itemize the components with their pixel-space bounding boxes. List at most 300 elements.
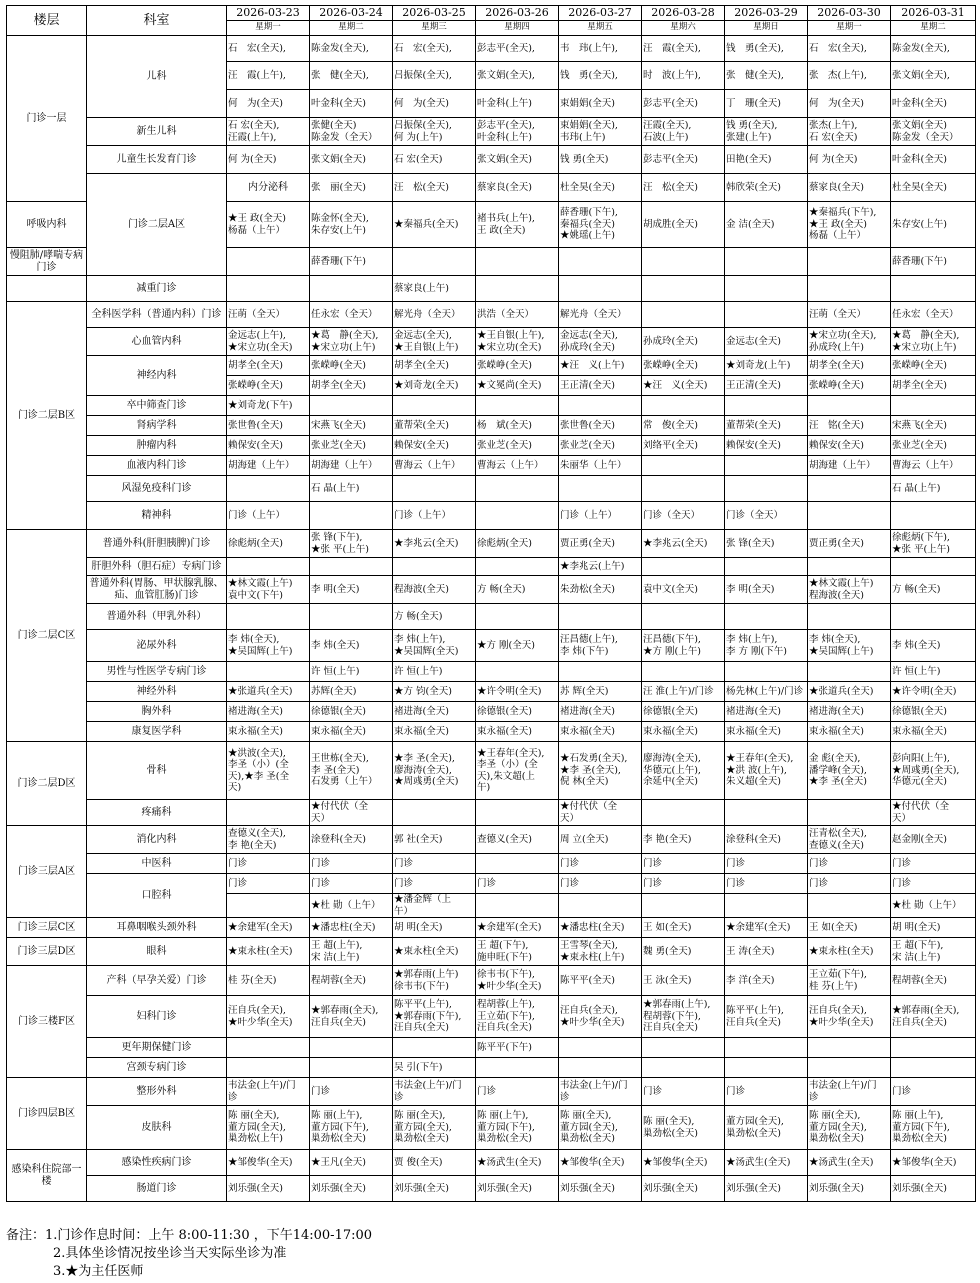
- schedule-cell: [808, 604, 891, 630]
- schedule-cell: 张嵘峥(全天): [642, 356, 725, 376]
- schedule-cell: 束永福(全天): [642, 722, 725, 742]
- schedule-cell: 石 宏(全天), 汪霞(上午),: [227, 118, 310, 146]
- weekday-header: 星期一: [227, 21, 310, 36]
- schedule-cell: ★余建军(全天): [476, 918, 559, 938]
- schedule-cell: 门诊: [808, 854, 891, 874]
- schedule-cell: 魏 勇(全天): [642, 938, 725, 966]
- dept-cell: 儿童生长发育门诊: [87, 146, 227, 174]
- schedule-cell: [808, 396, 891, 416]
- schedule-cell: 李 炜(全天): [310, 630, 393, 662]
- dept-cell: 呼吸内科: [7, 202, 87, 248]
- schedule-cell: 徐彪炳(下午), ★张 平(上午): [891, 530, 976, 558]
- schedule-cell: 汪萌（全天）: [808, 302, 891, 328]
- schedule-cell: ★杜 勋（上午）: [310, 894, 393, 918]
- schedule-cell: 陈 丽(上午), 董方园(下午), 巢劲松(全天): [310, 1106, 393, 1150]
- schedule-cell: 程胡蓉(全天): [310, 966, 393, 996]
- note-hours: 备注：1.门诊作息时间：上午 8:00-11:30 ，下午14:00-17:00: [6, 1228, 373, 1243]
- date-header: 2026-03-26: [476, 6, 559, 21]
- table-row: [7, 36, 976, 62]
- schedule-cell: ★张道兵(全天): [227, 682, 310, 702]
- table-row: [7, 558, 976, 576]
- schedule-cell: 彭志平(全天): [642, 146, 725, 174]
- schedule-cell: 刘乐强(全天): [393, 1176, 476, 1202]
- schedule-cell: 汪 铭(全天): [808, 416, 891, 436]
- schedule-cell: 张文娟(全天): [476, 146, 559, 174]
- table-row: [7, 302, 976, 328]
- schedule-cell: 贾正勇(全天): [808, 530, 891, 558]
- date-header: 2026-03-29: [725, 6, 808, 21]
- table-row: [7, 1038, 976, 1058]
- schedule-cell: 束娟娟(全天), 韦玮(上午): [559, 118, 642, 146]
- schedule-cell: 门诊（上午）: [559, 502, 642, 530]
- schedule-cell: [891, 1058, 976, 1078]
- schedule-cell: 张文娟(全天),: [891, 62, 976, 90]
- dept-cell: 消化内科: [87, 826, 227, 854]
- schedule-cell: [476, 662, 559, 682]
- dept-cell: 普通外科（甲乳外科）: [87, 604, 227, 630]
- schedule-cell: 何 为(全天): [393, 90, 476, 118]
- schedule-cell: 汪萌（全天）: [227, 302, 310, 328]
- date-header: 2026-03-27: [559, 6, 642, 21]
- schedule-cell: 束永福(全天): [393, 722, 476, 742]
- schedule-cell: [476, 800, 559, 826]
- schedule-table: [6, 5, 976, 1202]
- schedule-cell: 陈平平(全天): [559, 966, 642, 996]
- notes: [6, 1227, 966, 1281]
- schedule-cell: 门诊: [310, 1078, 393, 1106]
- schedule-cell: 褚进海(全天): [227, 702, 310, 722]
- schedule-cell: 廖海涛(全天), 华德元(上午), 余延中(全天): [642, 742, 725, 800]
- schedule-cell: 胡孝全(全天): [227, 356, 310, 376]
- table-row: [7, 938, 976, 966]
- schedule-cell: 陈 丽(上午), 董方园(下午), 巢劲松(全天): [476, 1106, 559, 1150]
- schedule-cell: ★汪 义(全天): [642, 376, 725, 396]
- schedule-cell: 徐德银(全天): [476, 702, 559, 722]
- schedule-cell: [393, 476, 476, 502]
- dept-header: 科室: [87, 6, 227, 36]
- table-row: [7, 436, 976, 456]
- table-row: [7, 174, 976, 202]
- schedule-cell: 刘乐强(全天): [310, 1176, 393, 1202]
- schedule-cell: 刘乐强(全天): [808, 1176, 891, 1202]
- schedule-cell: ★葛 静(全天), ★宋立功(上午): [310, 328, 393, 356]
- schedule-cell: 叶金科(上午): [476, 90, 559, 118]
- table-row: [7, 416, 976, 436]
- schedule-cell: ★秦福兵(下午), ★王 政(全天) 杨磊（上午）: [808, 202, 891, 248]
- schedule-cell: 叶金科(全天): [891, 146, 976, 174]
- schedule-cell: [476, 558, 559, 576]
- schedule-cell: 任永宏（全天）: [891, 302, 976, 328]
- schedule-cell: 陈金发(全天),: [310, 36, 393, 62]
- schedule-cell: [642, 894, 725, 918]
- floor-cell: 门诊三层C区: [7, 918, 87, 938]
- schedule-cell: ★邹俊华(全天): [891, 1150, 976, 1176]
- schedule-cell: 刘乐强(全天): [891, 1176, 976, 1202]
- schedule-cell: 王 如(全天): [642, 918, 725, 938]
- schedule-cell: 王 泳(全天): [642, 966, 725, 996]
- schedule-cell: 何 为(全天): [808, 146, 891, 174]
- schedule-cell: 涂登科(全天): [310, 826, 393, 854]
- schedule-cell: [725, 276, 808, 302]
- schedule-cell: ★束永柱(全天): [227, 938, 310, 966]
- schedule-cell: 方 畅(全天): [393, 604, 476, 630]
- schedule-cell: 李 炜(上午), 李 方 刚(下午): [725, 630, 808, 662]
- schedule-cell: 门诊: [725, 854, 808, 874]
- schedule-cell: 朱劲松(全天): [559, 576, 642, 604]
- schedule-cell: [808, 800, 891, 826]
- schedule-cell: [808, 1058, 891, 1078]
- weekday-header: 星期二: [891, 21, 976, 36]
- schedule-cell: 王 超(下午), 宋 洁(上午): [891, 938, 976, 966]
- schedule-cell: [476, 248, 559, 276]
- dept-cell: 康复医学科: [87, 722, 227, 742]
- dept-cell: 泌尿外科: [87, 630, 227, 662]
- schedule-cell: 陈 丽(全天), 董方园(全天), 巢劲松(全天): [393, 1106, 476, 1150]
- schedule-cell: 刘乐强(全天): [642, 1176, 725, 1202]
- schedule-cell: [725, 476, 808, 502]
- schedule-cell: 胡孝全(全天): [891, 376, 976, 396]
- dept-cell: 宫颈专病门诊: [87, 1058, 227, 1078]
- schedule-cell: 门诊: [393, 854, 476, 874]
- schedule-cell: 陈平平(下午): [476, 1038, 559, 1058]
- table-row: [7, 874, 976, 894]
- schedule-cell: 贾正勇(全天): [559, 530, 642, 558]
- schedule-cell: 门诊: [310, 874, 393, 894]
- schedule-cell: [559, 248, 642, 276]
- schedule-cell: 彭志平(全天), 叶金科(上午): [476, 118, 559, 146]
- schedule-cell: 汪自兵(全天), ★叶少华(全天): [559, 996, 642, 1038]
- schedule-cell: 陈 丽(上午), 董方园(下午), 巢劲松(全天): [891, 1106, 976, 1150]
- schedule-cell: 曹海云（上午）: [476, 456, 559, 476]
- schedule-cell: 褚进海(全天): [808, 702, 891, 722]
- schedule-cell: 胡孝全(全天): [393, 356, 476, 376]
- schedule-cell: 程海波(全天): [393, 576, 476, 604]
- schedule-cell: 陈金发(全天),: [891, 36, 976, 62]
- dept-cell: 普通外科(肝胆胰脾)门诊: [87, 530, 227, 558]
- date-header: 2026-03-28: [642, 6, 725, 21]
- schedule-cell: 胡孝全(全天): [310, 376, 393, 396]
- schedule-cell: ★余建军(全天): [725, 918, 808, 938]
- schedule-cell: 张 健(全天),: [310, 62, 393, 90]
- table-row: [7, 530, 976, 558]
- schedule-cell: 汪 淮(上午)/门诊: [642, 682, 725, 702]
- schedule-cell: 陈平平(上午), ★郭春雨(下午), 汪自兵(全天): [393, 996, 476, 1038]
- schedule-cell: ★张道兵(全天): [808, 682, 891, 702]
- schedule-cell: ★许令明(全天): [476, 682, 559, 702]
- weekday-header: 星期六: [642, 21, 725, 36]
- schedule-cell: [642, 604, 725, 630]
- schedule-cell: 汪 松(全天): [393, 174, 476, 202]
- dept-cell: 儿科: [87, 36, 227, 118]
- schedule-cell: ★王 政(全天) 杨磊（上午）: [227, 202, 310, 248]
- schedule-cell: 桂 芬(全天): [227, 966, 310, 996]
- schedule-cell: 金远志(全天), ★王自银(上午): [393, 328, 476, 356]
- schedule-cell: ★汤武生(全天): [808, 1150, 891, 1176]
- schedule-cell: 汪青松(全天), 查德义(全天): [808, 826, 891, 854]
- dept-cell: 肾病学科: [87, 416, 227, 436]
- schedule-cell: 彭志平(全天),: [476, 36, 559, 62]
- schedule-cell: 门诊: [227, 874, 310, 894]
- schedule-cell: 张嵘峥(全天): [808, 376, 891, 396]
- schedule-cell: 常 俊(全天): [642, 416, 725, 436]
- schedule-cell: ★付代伏（全 天）: [310, 800, 393, 826]
- schedule-cell: 洪浩（全天）: [476, 302, 559, 328]
- schedule-cell: 何 为(全天): [808, 90, 891, 118]
- schedule-cell: 张杰(上午), 石 宏(全天): [808, 118, 891, 146]
- schedule-cell: 田艳(全天): [725, 146, 808, 174]
- schedule-cell: 张文娟(全天),: [476, 62, 559, 90]
- schedule-cell: ★郭春雨(全天), 汪自兵(全天): [310, 996, 393, 1038]
- schedule-cell: [891, 396, 976, 416]
- schedule-cell: 孙成玲(全天): [642, 328, 725, 356]
- weekday-header: 星期一: [808, 21, 891, 36]
- schedule-cell: 钱 勇(全天): [559, 146, 642, 174]
- schedule-cell: 胡 明(全天): [891, 918, 976, 938]
- schedule-cell: [725, 1038, 808, 1058]
- schedule-cell: 张业芝(全天): [891, 436, 976, 456]
- floor-cell: [7, 276, 87, 302]
- schedule-cell: 蔡家良(上午): [393, 276, 476, 302]
- dept-cell: 神经内科: [87, 356, 227, 396]
- schedule-cell: 陈 丽(全天), 巢劲松(全天): [642, 1106, 725, 1150]
- schedule-cell: [310, 502, 393, 530]
- schedule-cell: 何 为(全天): [227, 146, 310, 174]
- schedule-cell: 石 宏(全天),: [808, 36, 891, 62]
- date-header: 2026-03-24: [310, 6, 393, 21]
- schedule-cell: 汪霞(全天), 石波(上午): [642, 118, 725, 146]
- schedule-cell: 李 明(全天): [725, 576, 808, 604]
- table-row: [7, 502, 976, 530]
- schedule-cell: 董方园(全天), 巢劲松(全天): [725, 1106, 808, 1150]
- table-row: [7, 854, 976, 874]
- schedule-cell: 王正清(全天): [725, 376, 808, 396]
- schedule-cell: 石 晶(上午): [310, 476, 393, 502]
- schedule-cell: 赖保安(全天): [227, 436, 310, 456]
- schedule-cell: ★邹俊华(全天): [642, 1150, 725, 1176]
- schedule-cell: [642, 396, 725, 416]
- schedule-cell: 许 恒(上午): [891, 662, 976, 682]
- schedule-cell: 刘乐强(全天): [476, 1176, 559, 1202]
- schedule-cell: [725, 302, 808, 328]
- schedule-cell: ★潘忠柱(全天): [310, 918, 393, 938]
- schedule-cell: 束永福(全天): [559, 722, 642, 742]
- schedule-cell: ★汤武生(全天): [725, 1150, 808, 1176]
- dept-cell: 精神科: [87, 502, 227, 530]
- schedule-cell: ★方 钧(全天): [393, 682, 476, 702]
- schedule-cell: ★李兆云(全天): [393, 530, 476, 558]
- schedule-cell: ★刘奇龙(下午): [227, 396, 310, 416]
- schedule-cell: 褚进海(全天): [559, 702, 642, 722]
- weekday-header: 星期五: [559, 21, 642, 36]
- schedule-cell: 赖保安(全天): [725, 436, 808, 456]
- schedule-cell: [559, 1058, 642, 1078]
- schedule-cell: 王正清(全天): [559, 376, 642, 396]
- table-row: [7, 826, 976, 854]
- schedule-cell: [393, 558, 476, 576]
- schedule-cell: 袁中文(全天): [642, 576, 725, 604]
- weekday-header: 星期三: [393, 21, 476, 36]
- schedule-cell: 王 超(下午), 施申旺(下午): [476, 938, 559, 966]
- schedule-cell: ★余建军(全天): [227, 918, 310, 938]
- schedule-cell: 张健(全天) 陈金发（全天）: [310, 118, 393, 146]
- schedule-cell: ★潘忠柱(全天): [559, 918, 642, 938]
- dept-cell: 慢阻肺/哮喘专病门诊: [7, 248, 87, 276]
- dept-cell: 卒中筛查门诊: [87, 396, 227, 416]
- schedule-cell: 杜全昊(全天): [559, 174, 642, 202]
- schedule-cell: 王 超(上午), 宋 洁(上午): [310, 938, 393, 966]
- schedule-cell: ★李 圣(全天), 廖海涛(全天), ★周彧勇(全天): [393, 742, 476, 800]
- schedule-cell: 钱 勇(全天), 张建(上午): [725, 118, 808, 146]
- schedule-cell: 汪 霞(上午),: [227, 62, 310, 90]
- schedule-cell: [393, 248, 476, 276]
- schedule-cell: [559, 276, 642, 302]
- schedule-cell: 束永福(全天): [808, 722, 891, 742]
- date-header: 2026-03-23: [227, 6, 310, 21]
- schedule-cell: 李 炜(全天), ★吴国辉(上午): [808, 630, 891, 662]
- schedule-cell: [227, 276, 310, 302]
- schedule-cell: [559, 1038, 642, 1058]
- schedule-cell: ★刘奇龙(全天): [393, 376, 476, 396]
- schedule-cell: [476, 276, 559, 302]
- schedule-cell: 石 宏(全天),: [227, 36, 310, 62]
- schedule-cell: 胡孝全(全天): [808, 356, 891, 376]
- table-row: [7, 996, 976, 1038]
- schedule-cell: [891, 1038, 976, 1058]
- schedule-cell: 韦法金(上午)/门 诊: [808, 1078, 891, 1106]
- schedule-cell: 门诊: [725, 1078, 808, 1106]
- schedule-cell: 查德义(全天), 李 艳(全天): [227, 826, 310, 854]
- floor-cell: 门诊三层D区: [7, 938, 87, 966]
- schedule-cell: [310, 1058, 393, 1078]
- table-row: [7, 1058, 976, 1078]
- schedule-cell: 石 宏(全天),: [393, 36, 476, 62]
- weekday-header: 星期二: [310, 21, 393, 36]
- schedule-cell: ★宋立功(全天), 孙成玲(上午): [808, 328, 891, 356]
- schedule-cell: ★王春年(全天), 李圣（小）(全 天),朱文超(上 午): [476, 742, 559, 800]
- schedule-cell: 查德义(全天): [476, 826, 559, 854]
- schedule-cell: 钱 勇(全天),: [725, 36, 808, 62]
- schedule-cell: 胡海建（上午）: [808, 456, 891, 476]
- schedule-cell: [476, 502, 559, 530]
- table-row: [7, 630, 976, 662]
- schedule-cell: 张嵘峥(全天): [227, 376, 310, 396]
- schedule-cell: [891, 276, 976, 302]
- schedule-cell: 韦 玮(上午),: [559, 36, 642, 62]
- schedule-cell: 汪 霞(全天),: [642, 36, 725, 62]
- schedule-cell: 韩欣荣(全天): [725, 174, 808, 202]
- schedule-cell: 张 锋(全天): [725, 530, 808, 558]
- dept-cell: 整形外科: [87, 1078, 227, 1106]
- schedule-cell: 赖保安(全天): [808, 436, 891, 456]
- schedule-cell: 张业芝(全天): [476, 436, 559, 456]
- schedule-cell: 金远志(全天): [725, 328, 808, 356]
- table-row: [7, 604, 976, 630]
- schedule-cell: 王立茹(下午), 桂 芬(上午): [808, 966, 891, 996]
- schedule-cell: [393, 1038, 476, 1058]
- schedule-cell: 束永福(全天): [725, 722, 808, 742]
- schedule-cell: [808, 662, 891, 682]
- schedule-cell: ★林文霞(上午) 程海波(全天): [808, 576, 891, 604]
- schedule-cell: 宋燕飞(全天): [310, 416, 393, 436]
- schedule-cell: [393, 800, 476, 826]
- schedule-cell: [891, 502, 976, 530]
- schedule-cell: ★邹俊华(全天): [227, 1150, 310, 1176]
- schedule-cell: ★郭春雨(上午) 徐韦韦(下午): [393, 966, 476, 996]
- schedule-cell: 门诊: [808, 874, 891, 894]
- schedule-cell: ★方 刚(全天): [476, 630, 559, 662]
- schedule-cell: ★刘奇龙(上午): [725, 356, 808, 376]
- schedule-cell: ★洪波(全天), 李圣（小）(全 天),★李 圣(全 天): [227, 742, 310, 800]
- schedule-cell: ★付代伏（全 天）: [891, 800, 976, 826]
- schedule-cell: 朱存安(上午): [891, 202, 976, 248]
- schedule-cell: 陈 丽(全天), 董方园(全天), 巢劲松(上午): [227, 1106, 310, 1150]
- schedule-cell: [725, 662, 808, 682]
- schedule-cell: [559, 604, 642, 630]
- schedule-cell: [642, 276, 725, 302]
- schedule-cell: [725, 894, 808, 918]
- table-row: [7, 456, 976, 476]
- schedule-cell: [808, 476, 891, 502]
- schedule-cell: [559, 894, 642, 918]
- dept-cell: 中医科: [87, 854, 227, 874]
- table-row: [7, 328, 976, 356]
- schedule-cell: 李 艳(全天): [642, 826, 725, 854]
- schedule-cell: 胡海建（上午）: [227, 456, 310, 476]
- schedule-cell: ★邹俊华(全天): [559, 1150, 642, 1176]
- table-row: [7, 476, 976, 502]
- schedule-cell: [642, 476, 725, 502]
- schedule-cell: 徐德银(全天): [642, 702, 725, 722]
- dept-cell: 骨科: [87, 742, 227, 800]
- weekday-header: 星期日: [725, 21, 808, 36]
- table-row: [7, 800, 976, 826]
- dept-cell: 肠道门诊: [87, 1176, 227, 1202]
- dept-cell: 血液内科门诊: [87, 456, 227, 476]
- table-row: [7, 966, 976, 996]
- schedule-cell: 李 洋(全天): [725, 966, 808, 996]
- schedule-cell: [808, 502, 891, 530]
- schedule-cell: [227, 1058, 310, 1078]
- schedule-cell: 李 炜(全天): [891, 630, 976, 662]
- schedule-cell: 石 晶(上午): [891, 476, 976, 502]
- table-row: [7, 742, 976, 800]
- schedule-cell: 韦法金(上午)/门 诊: [559, 1078, 642, 1106]
- schedule-cell: 许 恒(上午): [393, 662, 476, 682]
- schedule-cell: 曹海云（上午）: [891, 456, 976, 476]
- schedule-body: [7, 36, 976, 1202]
- note-star: 3.★为主任医师: [53, 1264, 144, 1279]
- schedule-cell: 吴 引(下午): [393, 1058, 476, 1078]
- schedule-cell: 赵金刚(全天): [891, 826, 976, 854]
- floor-cell: 门诊二层C区: [7, 530, 87, 742]
- dept-cell: 全科医学科（普通内科）门诊: [87, 302, 227, 328]
- schedule-cell: 李 炜(全天), ★吴国辉(上午): [227, 630, 310, 662]
- schedule-cell: [891, 604, 976, 630]
- schedule-cell: 钱 勇(全天),: [559, 62, 642, 90]
- schedule-cell: 解光舟（全天）: [559, 302, 642, 328]
- schedule-cell: 蔡家良(全天): [476, 174, 559, 202]
- schedule-cell: [310, 1038, 393, 1058]
- table-row: [7, 702, 976, 722]
- schedule-cell: 胡成胜(全天): [642, 202, 725, 248]
- schedule-cell: 门诊（全天）: [725, 502, 808, 530]
- dept-cell: 耳鼻咽喉头颈外科: [87, 918, 227, 938]
- dept-cell: 男性与性医学专病门诊: [87, 662, 227, 682]
- schedule-cell: 汪自兵(全天), ★叶少华(全天): [808, 996, 891, 1038]
- schedule-cell: 朱丽华（上午）: [559, 456, 642, 476]
- floor-cell: 门诊四层B区: [7, 1078, 87, 1150]
- dept-cell: 胸外科: [87, 702, 227, 722]
